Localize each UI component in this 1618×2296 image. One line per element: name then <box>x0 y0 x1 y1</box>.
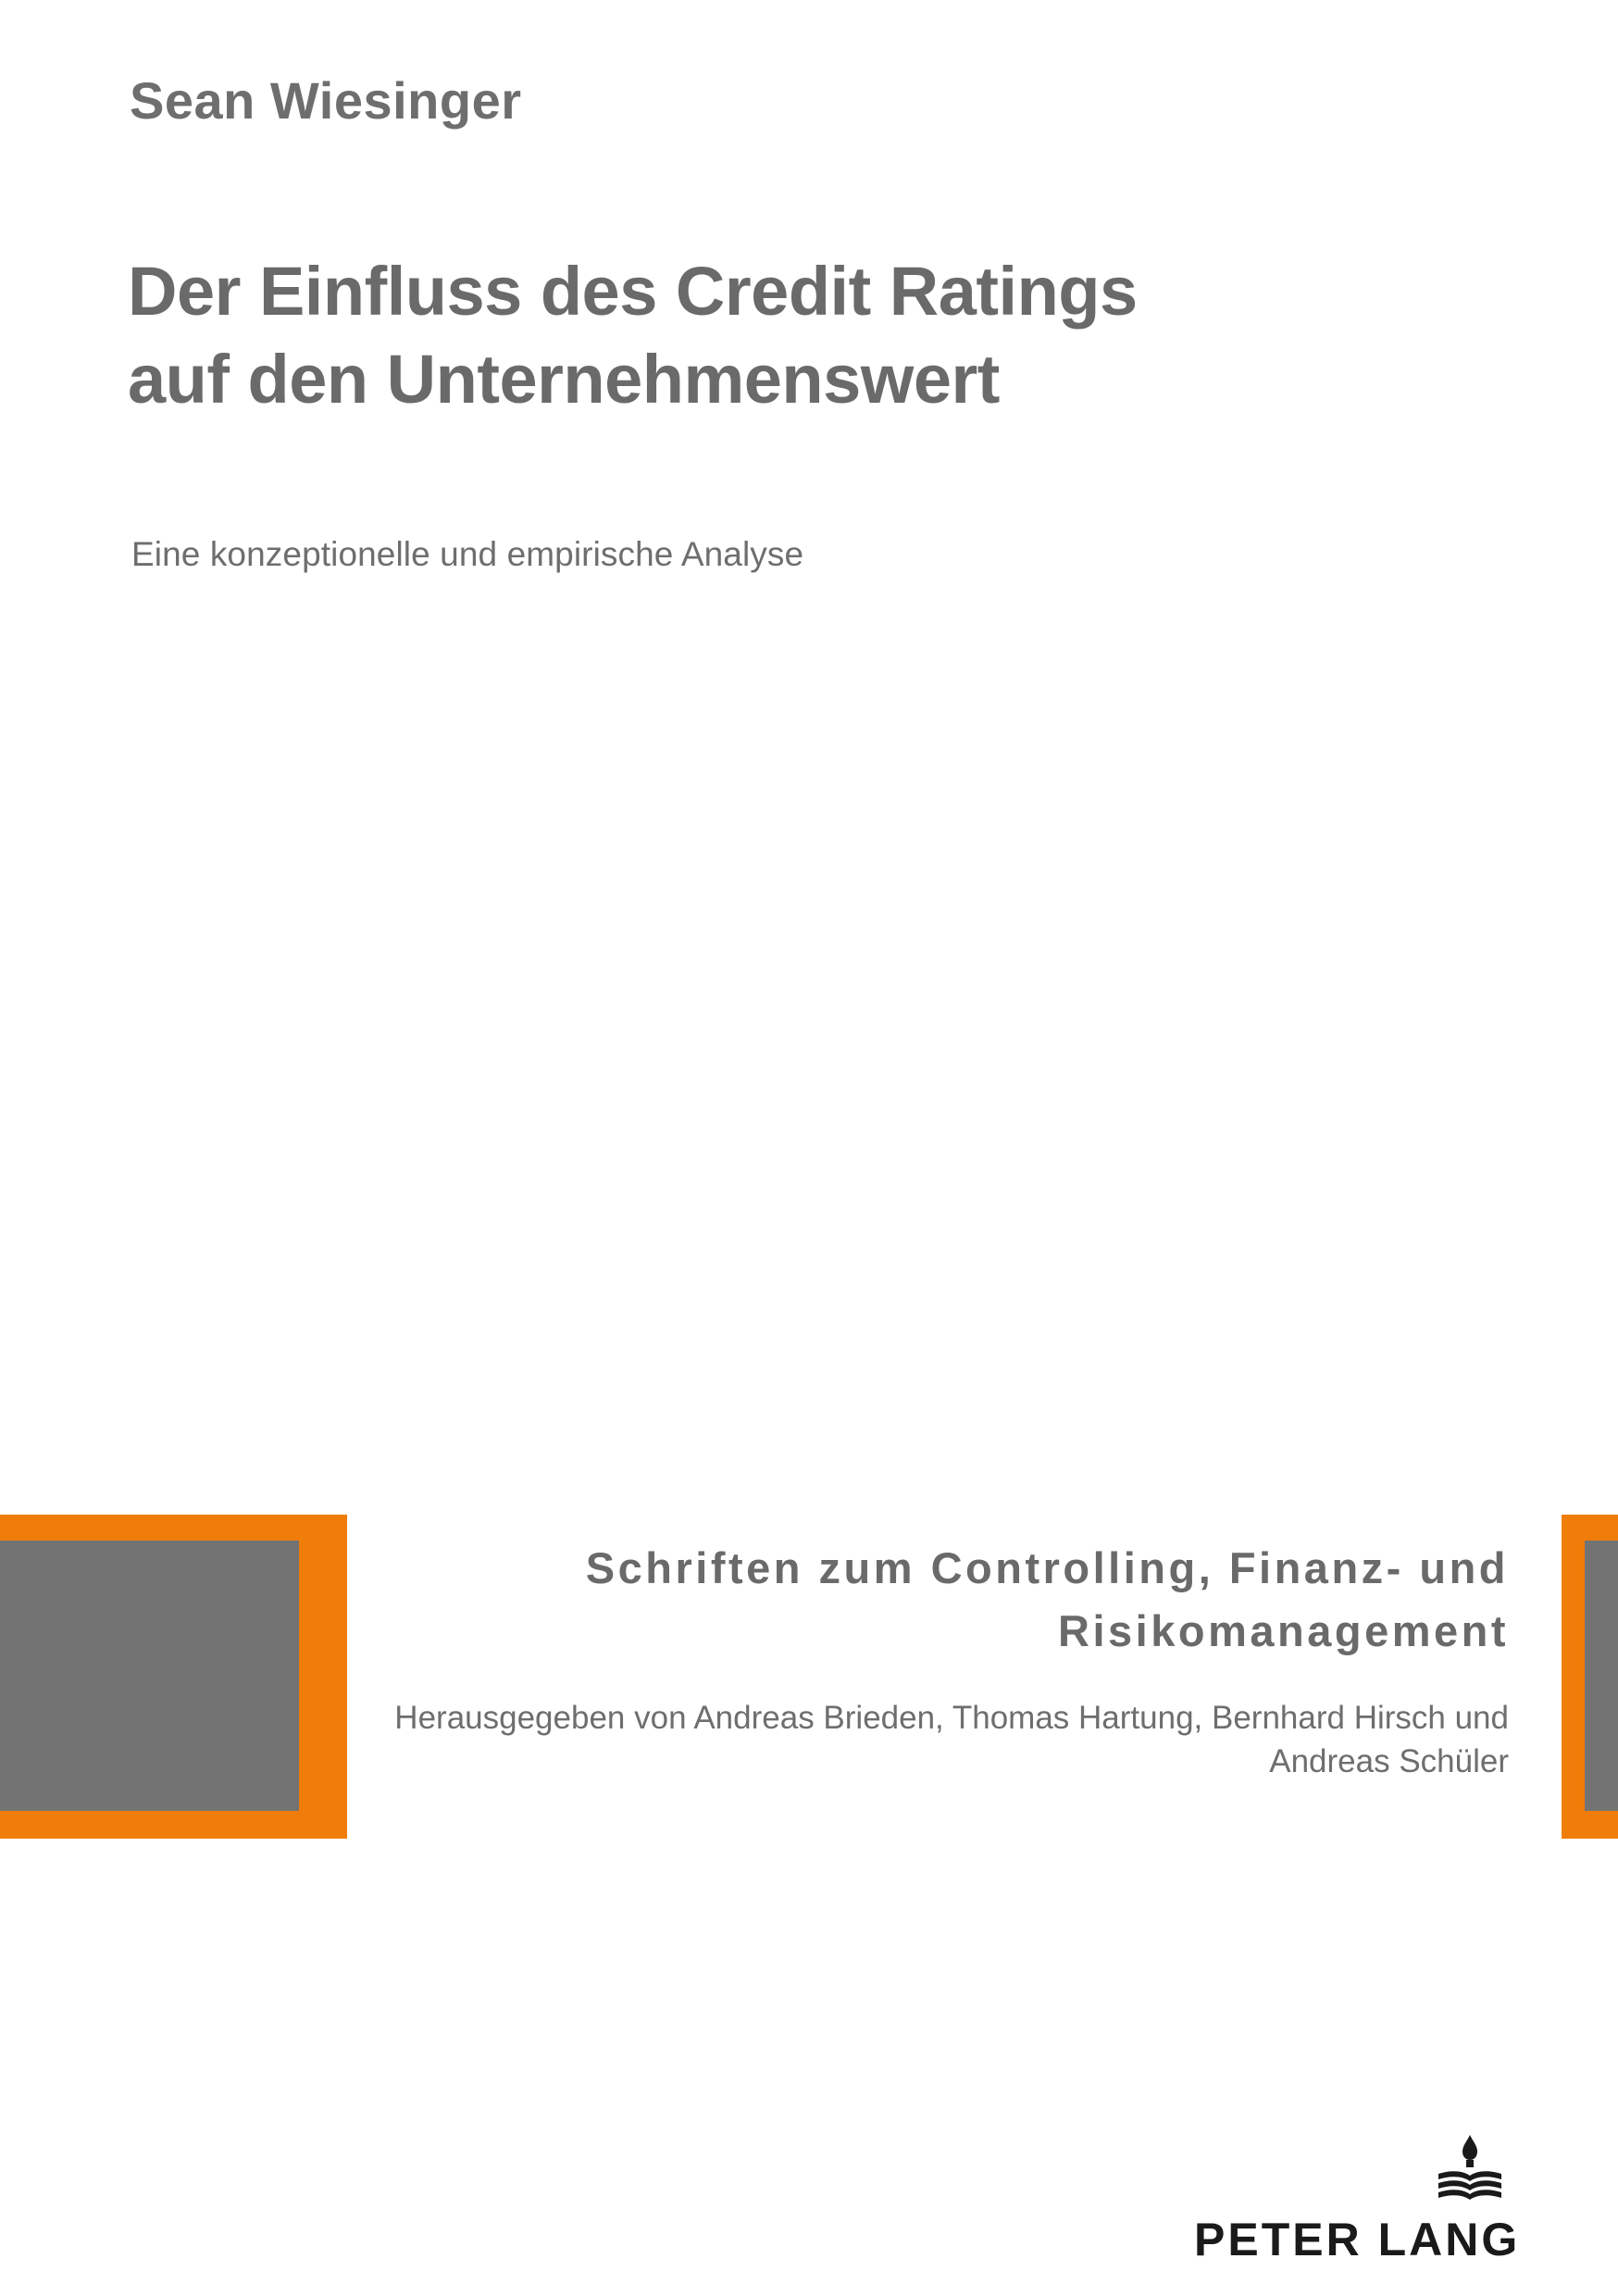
series-editors: Herausgegeben von Andreas Brieden, Thomas Hartung, Bernhard Hirsch und Andreas Schüler <box>394 1700 1509 1780</box>
book-subtitle: Eine konzeptionelle und empirische Analyse <box>131 535 804 573</box>
band-right-grey-block <box>1585 1541 1618 1811</box>
series-band <box>0 1515 1618 1839</box>
book-lamp-icon <box>1431 2129 1509 2207</box>
publisher-name: PETER LANG <box>1194 2214 1521 2265</box>
author-name: Sean Wiesinger <box>130 71 522 130</box>
book-title: Der Einfluss des Credit Ratings auf den Unternehmenswert <box>128 253 1138 418</box>
series-title: Schriften zum Controlling, Finanz- und Risikomanagement <box>585 1543 1509 1656</box>
publisher-logo <box>1194 2129 1521 2266</box>
band-left-grey-block <box>0 1541 299 1811</box>
